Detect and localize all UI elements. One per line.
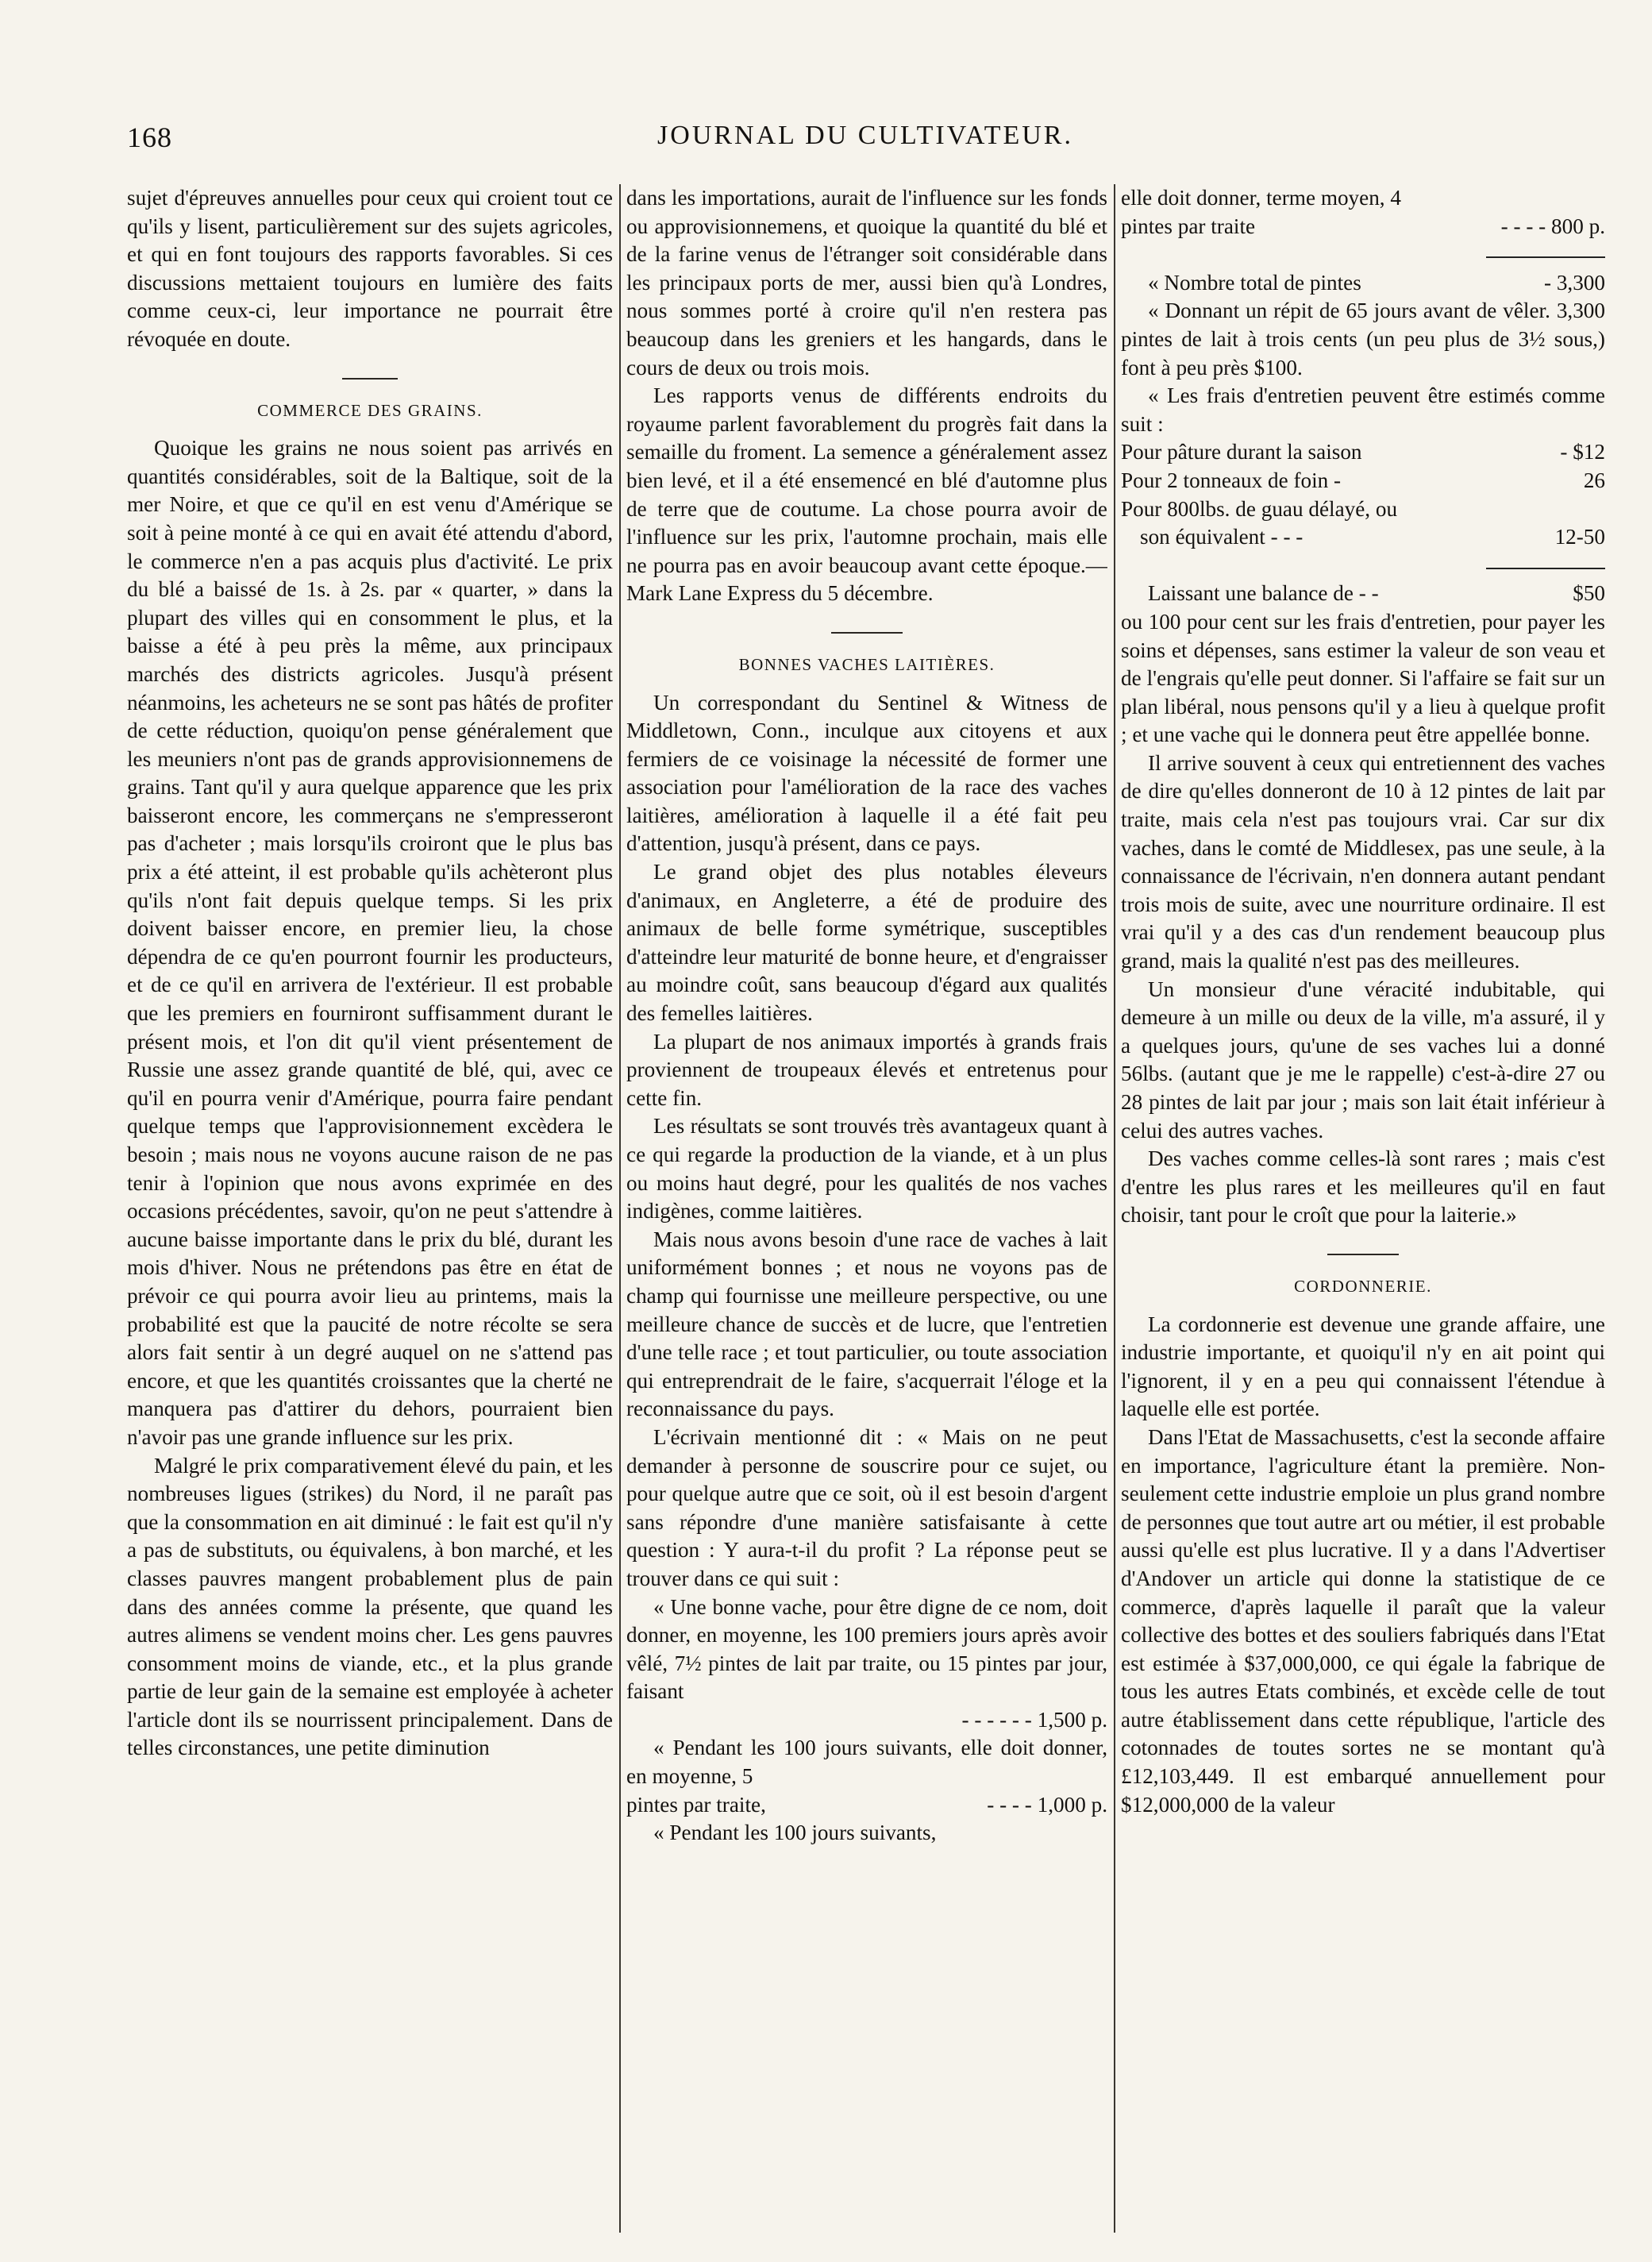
paragraph: « Pendant les 100 jours suivants, (653, 1821, 937, 1845)
tally-amount: - - - - 800 p. (1500, 214, 1605, 238)
cost-label: Pour 2 tonneaux de foin - (1121, 468, 1342, 492)
balance-label: Laissant une balance de - - (1148, 581, 1379, 606)
section-heading-vaches: BONNES VACHES LAITIÈRES. (738, 654, 995, 674)
section-divider (831, 632, 903, 634)
paragraph: « Donnant un répit de 65 jours avant de vêler. 3,300 pintes de lait à trois cents (un peu plus de 3½ sous,) font à peu près $100. (1121, 299, 1605, 380)
paragraph: La cordonnerie est devenue une grande affaire, une industrie importante, et quoiqu'il n'y en ait point qui l'ignorent, il y en a peu qui connaissent l'étendue à laquelle elle est portée. (1121, 1312, 1605, 1421)
paragraph: ou 100 pour cent sur les frais d'entretien, pour payer les soins et dépenses, sans estimer la valeur de son veau et de l'engrais qu'elle peut donner. Si l'affaire se fait sur un plan libéral, nous pensons qu'il y a lieu à quelque profit ; et une vache qui le donnera peut être appellée bonne. (1121, 609, 1605, 747)
page-header (127, 121, 1604, 168)
cost-row (1121, 495, 1605, 524)
cost-row (1121, 438, 1605, 467)
paragraph: « Une bonne vache, pour être digne de ce nom, doit donner, en moyenne, les 100 premiers jours après avoir vêlé, 7½ pintes de lait par traite, ou 15 pintes par jour, faisant (626, 1594, 1107, 1704)
cost-label: Pour 800lbs. de guau délayé, ou (1121, 496, 1398, 521)
total-label: « Nombre total de pintes (1148, 270, 1361, 295)
column-rule-left (619, 184, 621, 2233)
cost-label: Pour pâture durant la saison (1121, 440, 1362, 464)
column-2 (626, 184, 1107, 2233)
cost-amount: - $12 (1560, 440, 1605, 464)
cost-amount: 26 (1583, 468, 1605, 492)
paragraph: Les rapports venus de différents endroits du royaume parlent favorablement du progrès fait dans la semaille du froment. La semence a généralement assez bien levé, et il a été ensemencé en blé d'automne plus de terre que de coutume. La chose pourra avoir de l'influence sur les prix, l'automne prochain, mais elle ne pourra pas en avoir beaucoup avant cette époque.—Mark Lane Express du 5 décembre. (626, 383, 1107, 606)
paragraph: Des vaches comme celles-là sont rares ; mais c'est d'entre les plus rares et les meilleures qu'il en faut choisir, tant pour le croît que pour la laiterie.» (1121, 1146, 1605, 1227)
total-row (1121, 269, 1605, 298)
section-divider (342, 378, 398, 380)
tally-amount: - - - - 1,000 p. (987, 1792, 1107, 1817)
tally-label: pintes par traite (1121, 214, 1256, 238)
paragraph: dans les importations, aurait de l'influence sur les fonds ou approvisionnemens, et quoique la quantité du blé et de la farine venus de l'étranger soit considérable dans les principaux ports de mer, aussi bien qu'à Londres, nous sommes porté à croire qu'il n'en restera pas beaucoup dans les greniers et les hangards, dans le cours de deux ou trois mois. (626, 186, 1107, 380)
cost-label: son équivalent - - - (1140, 525, 1304, 549)
section-heading-cordonnerie: CORDONNERIE. (1294, 1276, 1432, 1296)
column-1 (127, 184, 613, 2233)
paragraph: Dans l'Etat de Massachusetts, c'est la seconde affaire en importance, l'agriculture étant la première. Non-seulement cette industrie emploie un plus grand nombre de personnes que tout autre art ou métier, il est probable aussi qu'elle est plus lucrative. Il y a dans l'Advertiser d'Andover un article qui donne la statistique de ce commerce, d'après laquelle il paraît que la valeur collective des bottes et des souliers fabriqués dans l'Etat est estimée à $37,000,000, ce qui égale la fabrique de tous les autres Etats combinés, et excède celle de tout autre établissement dans cette république, l'article des cotonnades de toutes sortes ne se montant qu'à £12,103,449. Il est embarqué annuellement pour $12,000,000 de la valeur (1121, 1424, 1605, 1817)
paragraph: « Les frais d'entretien peuvent être estimés comme suit : (1121, 383, 1605, 436)
section-heading-grains: COMMERCE DES GRAINS. (257, 400, 483, 420)
tally-row (626, 1791, 1107, 1820)
paragraph: Il arrive souvent à ceux qui entretiennent des vaches de dire qu'elles donneront de 10 à 12 pintes de lait par traite, mais cela n'est pas toujours vrai. Car sur dix vaches, dans le comté de Middlesex, pas une seule, à la connaissance de l'écrivain, n'en donnera autant pendant trois mois de suite, avec une nourriture ordinaire. Il est vrai qu'il y a des cas d'un rendement beaucoup plus grand, mais la qualité n'est pas des meilleures. (1121, 750, 1605, 973)
tally-amount: - - - - - - 1,500 p. (961, 1707, 1107, 1732)
article-continuation: sujet d'épreuves annuelles pour ceux qui croient tout ce qu'ils y lisent, particulièrement sur des sujets agricoles, et qui en font toujours des rapports favorables. Si ces discussions mettaient toujours en lumière des faits comme ceux-ci, leur importance ne pourrait être révoquée en doute. (127, 186, 613, 351)
paragraph: elle doit donner, terme moyen, 4 (1121, 186, 1401, 210)
sum-rule (1121, 241, 1605, 269)
running-title: JOURNAL DU CULTIVATEUR. (657, 121, 1073, 150)
paragraph: « Pendant les 100 jours suivants, elle doit donner, en moyenne, 5 (626, 1736, 1107, 1789)
cost-row (1121, 467, 1605, 495)
tally-label: pintes par traite, (626, 1792, 766, 1817)
paragraph: Mais nous avons besoin d'une race de vaches à lait uniformément bonnes ; et nous ne voyons pas de champ qui fournisse une meilleure perspective, ou une meilleure chance de succès et de lucre, que l'entretien d'une telle race ; et tout particulier, ou toute association qui entreprendrait de le faire, s'acquerrait l'éloge et la reconnaissance du pays. (626, 1227, 1107, 1421)
page-number: 168 (127, 121, 172, 153)
tally-row (1121, 213, 1605, 241)
balance-row (1121, 580, 1605, 608)
paragraph: Les résultats se sont trouvés très avantageux quant à ce qui regarde la production de la viande, et à un plus ou moins haut degré, pour les qualités de nos vaches indigènes, comme laitières. (626, 1114, 1107, 1223)
sum-rule (1121, 552, 1605, 580)
section-divider (1327, 1254, 1399, 1255)
column-3 (1121, 184, 1605, 2233)
paragraph: L'écrivain mentionné dit : « Mais on ne peut demander à personne de souscrire pour ce sujet, ou pour quelque autre que ce soit, où il est besoin d'argent sans répondre d'une manière satisfaisante à cette question : Y aura-t-il du profit ? La réponse peut se trouver dans ce qui suit : (626, 1424, 1107, 1590)
total-amount: - 3,300 (1543, 270, 1605, 295)
cost-row (1121, 523, 1605, 552)
paragraph: Le grand objet des plus notables éleveurs d'animaux, en Angleterre, a été de produire des animaux de belle forme symétrique, susceptibles d'atteindre leur maturité de bonne heure, et d'engraisser au moindre coût, sans beaucoup d'égard aux qualités des femelles laitières. (626, 860, 1107, 1026)
balance-amount: $50 (1573, 581, 1605, 606)
cost-amount: 12-50 (1554, 525, 1605, 549)
paragraph: Malgré le prix comparativement élevé du pain, et les nombreuses ligues (strikes) du Nord, il ne paraît pas que la consommation en ait diminué : le fait est qu'il n'y a pas de substituts, ou équivalens, à bon marché, et les classes pauvres mangent probablement plus de pain dans des années comme la présente, que quand les autres alimens se vendent moins cher. Les gens pauvres consomment moins de viande, etc., et la plus grande partie de leur gain de la semaine est employée à acheter l'article dont ils se nourrissent principalement. Dans de telles circonstances, une petite diminution (127, 1453, 613, 1760)
paragraph: La plupart de nos animaux importés à grands frais proviennent de troupeaux élevés et entretenus pour cette fin. (626, 1029, 1107, 1110)
paragraph: Un correspondant du Sentinel & Witness de Middletown, Conn., inculque aux citoyens et aux fermiers de ce voisinage la nécessité de former une association pour l'amélioration de la race des vaches laitières, amélioration à laquelle il a été fait peu d'attention, jusqu'à présent, dans ce pays. (626, 690, 1107, 856)
paragraph: Un monsieur d'une véracité indubitable, qui demeure à un mille ou deux de la ville, m'a assuré, il y a quelques jours, qu'une de ses vaches lui a donné 56lbs. (autant que je me le rappelle) c'est-à-dire 27 ou 28 pintes de lait par jour ; mais son lait était inférieur à celui des autres vaches. (1121, 977, 1605, 1143)
column-rule-right (1114, 184, 1115, 2233)
paragraph: Quoique les grains ne nous soient pas arrivés en quantités considérables, soit de la Baltique, soit de la mer Noire, et que ce qu'il en est venu d'Amérique se soit à peine monté à ce qui en avait été attendu d'abord, le commerce n'en a pas acquis plus d'activité. Le prix du blé a baissé de 1s. à 2s. par « quarter, » dans la plupart des villes qui en consomment le plus, et la baisse a été à peu près la même, aux principaux marchés des districts agricoles. Jusqu'à présent néanmoins, les acheteurs ne se sont pas hâtés de profiter de cette réduction, quoiqu'on pense généralement que les meuniers n'ont pas de grands approvisionnemens de grains. Tant qu'il y aura quelque apparence que les prix baisseront encore, les commerçans ne s'empresseront pas d'acheter ; mais lorsqu'ils croiront que le plus bas prix a été atteint, il est probable qu'ils achèteront plus qu'ils n'ont fait depuis quelque temps. Si les prix doivent baisser encore, en premier lieu, la chose dépendra de ce qu'en pourront fournir les producteurs, et de ce qu'il en arrivera de l'extérieur. Il est probable que les premiers en fourniront suffisamment durant le présent mois, et l'on dit qu'il vient présentement de Russie une assez grande quantité de blé, qui, avec ce qu'il en pourra venir d'Amérique, pourra faire pendant quelque temps que l'approvisionnement excèdera le besoin ; mais nous ne voyons aucune raison de ne pas tenir à l'opinion que nous avons exprimée en des occasions précédentes, savoir, qu'on ne peut s'attendre à aucune baisse importante dans le prix du blé, durant les mois d'hiver. Nous ne prétendons pas être en état de prévoir ce qui pourra avoir lieu au printems, mais la probabilité est que la paucité de notre récolte se sera alors fait sentir à un degré auquel on ne s'attend pas encore, et que les quantités croissantes que la cherté ne manquera pas d'attirer du dehors, pourraient bien n'avoir pas une grande influence sur les prix. (127, 436, 613, 1449)
